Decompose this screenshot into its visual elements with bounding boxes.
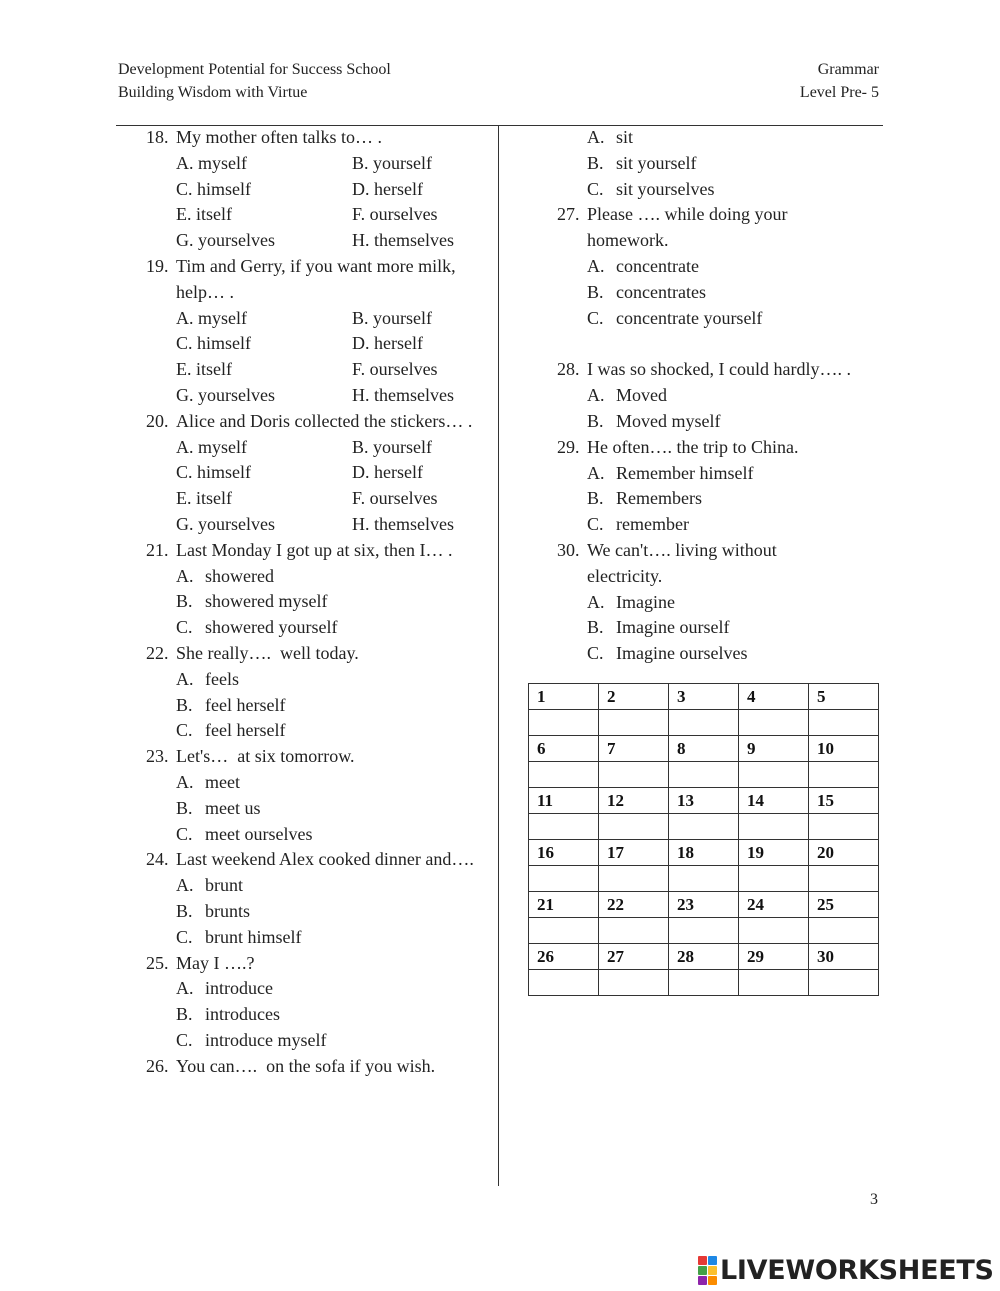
option[interactable]: C. Imagine ourselves: [587, 643, 748, 664]
question-28: [557, 357, 887, 434]
blank-line: [557, 331, 887, 357]
number-row: [529, 892, 879, 918]
left-column: [146, 125, 496, 1079]
answer-cell[interactable]: [809, 762, 879, 788]
school-motto: Building Wisdom with Virtue: [118, 84, 308, 101]
question-number-cell: 16: [529, 840, 599, 866]
answer-cell[interactable]: [529, 970, 599, 996]
right-column: [557, 125, 887, 667]
question-19: [146, 254, 496, 409]
question-25: [146, 951, 496, 1054]
brand-square: [708, 1266, 717, 1275]
question-number: 28.: [557, 359, 580, 380]
answer-cell[interactable]: [599, 866, 669, 892]
answer-cell[interactable]: [529, 710, 599, 736]
header-right: [800, 58, 879, 104]
answer-row: [529, 918, 879, 944]
question-number-cell: 9: [739, 736, 809, 762]
option[interactable]: B. Remembers: [587, 488, 702, 509]
question-number-cell: 12: [599, 788, 669, 814]
option[interactable]: D. herself: [352, 462, 423, 483]
option[interactable]: B. concentrates: [587, 281, 706, 302]
option[interactable]: C. remember: [587, 514, 689, 535]
option[interactable]: C. sit yourselves: [587, 178, 715, 199]
question-number-cell: 6: [529, 736, 599, 762]
question-20: [146, 409, 496, 538]
number-row: [529, 840, 879, 866]
question-number: 18.: [146, 127, 169, 147]
option[interactable]: A. meet: [176, 771, 240, 792]
question-number-cell: 13: [669, 788, 739, 814]
question-number-cell: 7: [599, 736, 669, 762]
number-row: [529, 736, 879, 762]
option[interactable]: F. ourselves: [352, 204, 438, 225]
answer-cell[interactable]: [809, 970, 879, 996]
answer-row: [529, 970, 879, 996]
question-text: Last weekend Alex cooked dinner and….: [176, 849, 474, 870]
question-text: You can…. on the sofa if you wish.: [176, 1055, 436, 1076]
question-number-cell: 26: [529, 944, 599, 970]
question-text: My mother often talks to… .: [176, 127, 382, 147]
question-21: [146, 538, 496, 641]
question-number-cell: 24: [739, 892, 809, 918]
brand-text: LIVEWORKSHEETS: [720, 1254, 994, 1286]
question-number-cell: 8: [669, 736, 739, 762]
answer-cell[interactable]: [809, 866, 879, 892]
question-number-cell: 21: [529, 892, 599, 918]
question-22: [146, 641, 496, 744]
question-number-cell: 22: [599, 892, 669, 918]
question-number-cell: 11: [529, 788, 599, 814]
brand-square: [698, 1276, 707, 1285]
question-26: [146, 1054, 496, 1080]
question-24: [146, 847, 496, 950]
question-number: 23.: [146, 746, 169, 767]
answer-cell[interactable]: [739, 710, 809, 736]
question-number: 25.: [146, 952, 169, 973]
question-27: [557, 202, 887, 331]
option[interactable]: A. Remember himself: [587, 462, 754, 483]
answer-row: [529, 866, 879, 892]
answer-cell[interactable]: [529, 866, 599, 892]
question-number: 20.: [146, 410, 169, 431]
question-number-cell: 19: [739, 840, 809, 866]
question-number: 22.: [146, 642, 169, 663]
option[interactable]: C. meet ourselves: [176, 823, 313, 844]
answer-cell[interactable]: [669, 918, 739, 944]
option[interactable]: F. ourselves: [352, 488, 438, 509]
answer-cell[interactable]: [669, 866, 739, 892]
question-number-cell: 3: [669, 684, 739, 710]
answer-cell[interactable]: [529, 762, 599, 788]
answer-cell[interactable]: [599, 918, 669, 944]
option[interactable]: D. herself: [352, 178, 423, 199]
option[interactable]: B. yourself: [352, 436, 432, 457]
option[interactable]: A. concentrate: [587, 255, 699, 276]
header-left: [118, 58, 391, 104]
option[interactable]: F. ourselves: [352, 359, 438, 380]
option[interactable]: G. yourselves: [176, 513, 275, 534]
answer-table: [528, 683, 879, 996]
question-30: [557, 538, 887, 667]
option[interactable]: C. introduce myself: [176, 1029, 327, 1050]
question-number-cell: 4: [739, 684, 809, 710]
question-text: Alice and Doris collected the stickers… .: [176, 410, 473, 431]
school-name: Development Potential for Success School: [118, 61, 391, 78]
number-row: [529, 944, 879, 970]
question-number-cell: 23: [669, 892, 739, 918]
answer-row: [529, 710, 879, 736]
option[interactable]: B. sit yourself: [587, 152, 697, 173]
answer-cell[interactable]: [739, 970, 809, 996]
question-number-cell: 10: [809, 736, 879, 762]
question-text: May I ….?: [176, 952, 255, 973]
question-number-cell: 5: [809, 684, 879, 710]
question-number-cell: 20: [809, 840, 879, 866]
answer-cell[interactable]: [529, 814, 599, 840]
question-26-options: [557, 125, 887, 202]
brand-square: [708, 1256, 717, 1265]
option[interactable]: C. himself: [176, 462, 252, 483]
option[interactable]: C. himself: [176, 333, 252, 354]
option[interactable]: A. feels: [176, 668, 239, 689]
question-number-cell: 1: [529, 684, 599, 710]
brand-mark-icon: [698, 1256, 717, 1285]
question-text: I was so shocked, I could hardly…. .: [587, 359, 851, 380]
option[interactable]: B. introduces: [176, 1004, 280, 1025]
question-text: Tim and Gerry, if you want more milk, help… .: [176, 255, 456, 302]
answer-cell[interactable]: [599, 710, 669, 736]
page-number: 3: [870, 1191, 878, 1208]
question-text: Please …. while doing your homework.: [587, 204, 788, 251]
level-label: Level Pre- 5: [799, 84, 879, 101]
option[interactable]: E. itself: [176, 359, 232, 380]
question-text: We can't…. living without electricity.: [587, 539, 777, 586]
question-number-cell: 17: [599, 840, 669, 866]
number-row: [529, 684, 879, 710]
answer-cell[interactable]: [809, 918, 879, 944]
option[interactable]: H. themselves: [352, 384, 454, 405]
question-number: 30.: [557, 539, 580, 560]
answer-cell[interactable]: [739, 866, 809, 892]
subject-label: Grammar: [817, 61, 879, 78]
option[interactable]: G. yourselves: [176, 230, 275, 251]
question-29: [557, 435, 887, 538]
question-number: 29.: [557, 436, 580, 457]
question-number-cell: 2: [599, 684, 669, 710]
option[interactable]: B. Imagine ourself: [587, 617, 730, 638]
option[interactable]: D. herself: [352, 333, 423, 354]
option[interactable]: G. yourselves: [176, 384, 275, 405]
option[interactable]: A. myself: [176, 152, 247, 173]
option[interactable]: B. yourself: [352, 307, 432, 328]
option[interactable]: B. brunts: [176, 900, 250, 921]
option[interactable]: B. yourself: [352, 152, 432, 173]
question-number-cell: 28: [669, 944, 739, 970]
option[interactable]: A. introduce: [176, 978, 273, 999]
option[interactable]: B. Moved myself: [587, 410, 721, 431]
question-number-cell: 30: [809, 944, 879, 970]
brand-square: [708, 1276, 717, 1285]
option[interactable]: B. showered myself: [176, 591, 328, 612]
answer-row: [529, 814, 879, 840]
number-row: [529, 788, 879, 814]
answer-cell[interactable]: [809, 710, 879, 736]
question-text: Let's… at six tomorrow.: [176, 746, 355, 767]
option[interactable]: A. myself: [176, 307, 247, 328]
question-number-cell: 25: [809, 892, 879, 918]
answer-cell[interactable]: [599, 814, 669, 840]
answer-cell[interactable]: [669, 762, 739, 788]
answer-cell[interactable]: [809, 814, 879, 840]
question-number-cell: 15: [809, 788, 879, 814]
brand-square: [698, 1266, 707, 1275]
option[interactable]: B. meet us: [176, 797, 261, 818]
option[interactable]: A. myself: [176, 436, 247, 457]
question-text: She really…. well today.: [176, 642, 359, 663]
answer-cell[interactable]: [529, 918, 599, 944]
option[interactable]: A. sit: [587, 127, 634, 147]
question-number-cell: 14: [739, 788, 809, 814]
question-text: He often…. the trip to China.: [587, 436, 799, 457]
option[interactable]: H. themselves: [352, 230, 454, 251]
answer-cell[interactable]: [739, 814, 809, 840]
question-number: 21.: [146, 539, 169, 560]
option[interactable]: E. itself: [176, 204, 232, 225]
liveworksheets-logo: [698, 1253, 994, 1287]
option[interactable]: C. brunt himself: [176, 926, 302, 947]
question-number: 24.: [146, 849, 169, 870]
question-23: [146, 744, 496, 847]
answer-cell[interactable]: [669, 970, 739, 996]
question-number-cell: 18: [669, 840, 739, 866]
question-number: 27.: [557, 204, 580, 225]
brand-square: [698, 1256, 707, 1265]
option[interactable]: C. feel herself: [176, 720, 286, 741]
column-divider: [498, 126, 499, 1186]
answer-cell[interactable]: [599, 762, 669, 788]
option[interactable]: A. Moved: [587, 385, 667, 406]
option[interactable]: B. feel herself: [176, 694, 286, 715]
answer-row: [529, 762, 879, 788]
answer-cell[interactable]: [669, 710, 739, 736]
question-number: 26.: [146, 1055, 169, 1076]
option[interactable]: C. showered yourself: [176, 617, 338, 638]
answer-cell[interactable]: [739, 918, 809, 944]
question-text: Last Monday I got up at six, then I… .: [176, 539, 453, 560]
option[interactable]: C. concentrate yourself: [587, 307, 763, 328]
question-18: [146, 125, 496, 254]
answer-cell[interactable]: [599, 970, 669, 996]
question-number: 19.: [146, 255, 169, 276]
answer-cell[interactable]: [669, 814, 739, 840]
question-number-cell: 27: [599, 944, 669, 970]
question-number-cell: 29: [739, 944, 809, 970]
option[interactable]: E. itself: [176, 488, 232, 509]
option[interactable]: C. himself: [176, 178, 252, 199]
option[interactable]: A. showered: [176, 565, 274, 586]
answer-cell[interactable]: [739, 762, 809, 788]
option[interactable]: A. brunt: [176, 875, 243, 896]
option[interactable]: H. themselves: [352, 513, 454, 534]
option[interactable]: A. Imagine: [587, 591, 675, 612]
